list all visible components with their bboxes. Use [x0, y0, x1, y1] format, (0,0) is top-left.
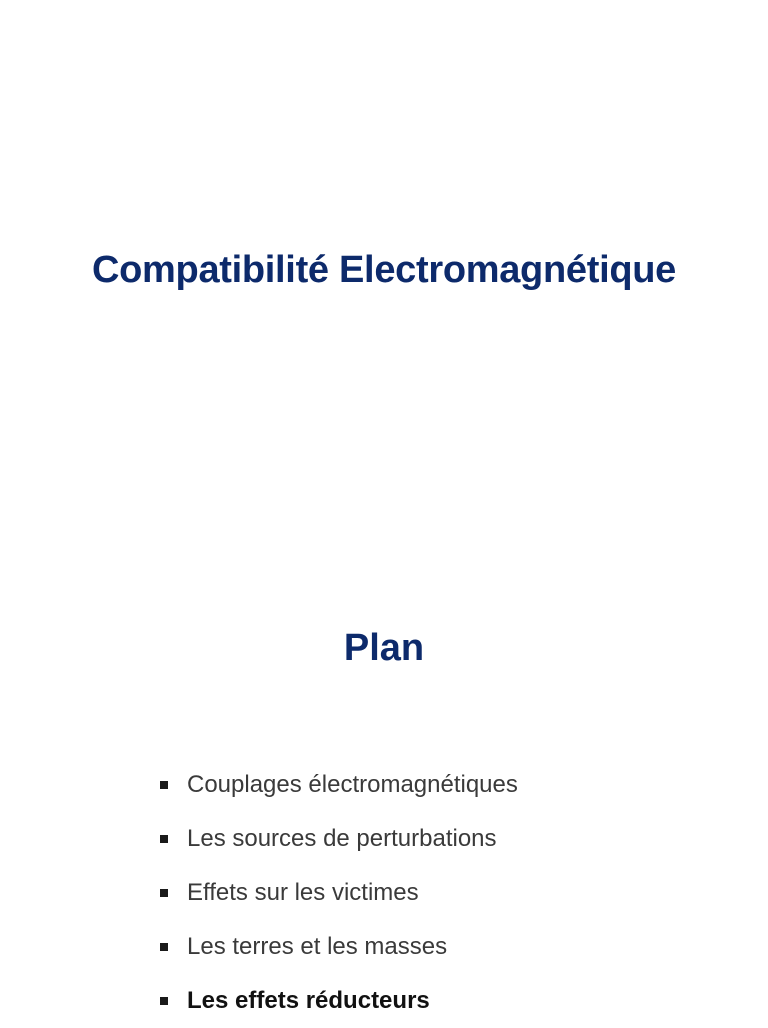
square-bullet-icon: [160, 835, 168, 843]
plan-item-terres: [158, 920, 518, 974]
square-bullet-icon: [160, 943, 168, 951]
plan-item-effets-reducteurs: [158, 974, 518, 1028]
plan-list: [158, 758, 518, 1028]
plan-item-label: Les effets réducteurs: [187, 987, 430, 1014]
plan-item-couplages: [158, 758, 518, 812]
square-bullet-icon: [160, 889, 168, 897]
plan-item-label: Couplages électromagnétiques: [187, 771, 518, 798]
plan-item-label: Effets sur les victimes: [187, 879, 419, 906]
slide-title: Compatibilité Electromagnétique: [91, 249, 676, 291]
plan-item-label: Les terres et les masses: [187, 933, 448, 960]
square-bullet-icon: [160, 781, 168, 789]
plan-heading: Plan: [343, 627, 425, 669]
plan-item-label: Les sources de perturbations: [187, 825, 497, 852]
square-bullet-icon: [160, 997, 168, 1005]
plan-item-sources: [158, 812, 518, 866]
plan-item-effets: [158, 866, 518, 920]
